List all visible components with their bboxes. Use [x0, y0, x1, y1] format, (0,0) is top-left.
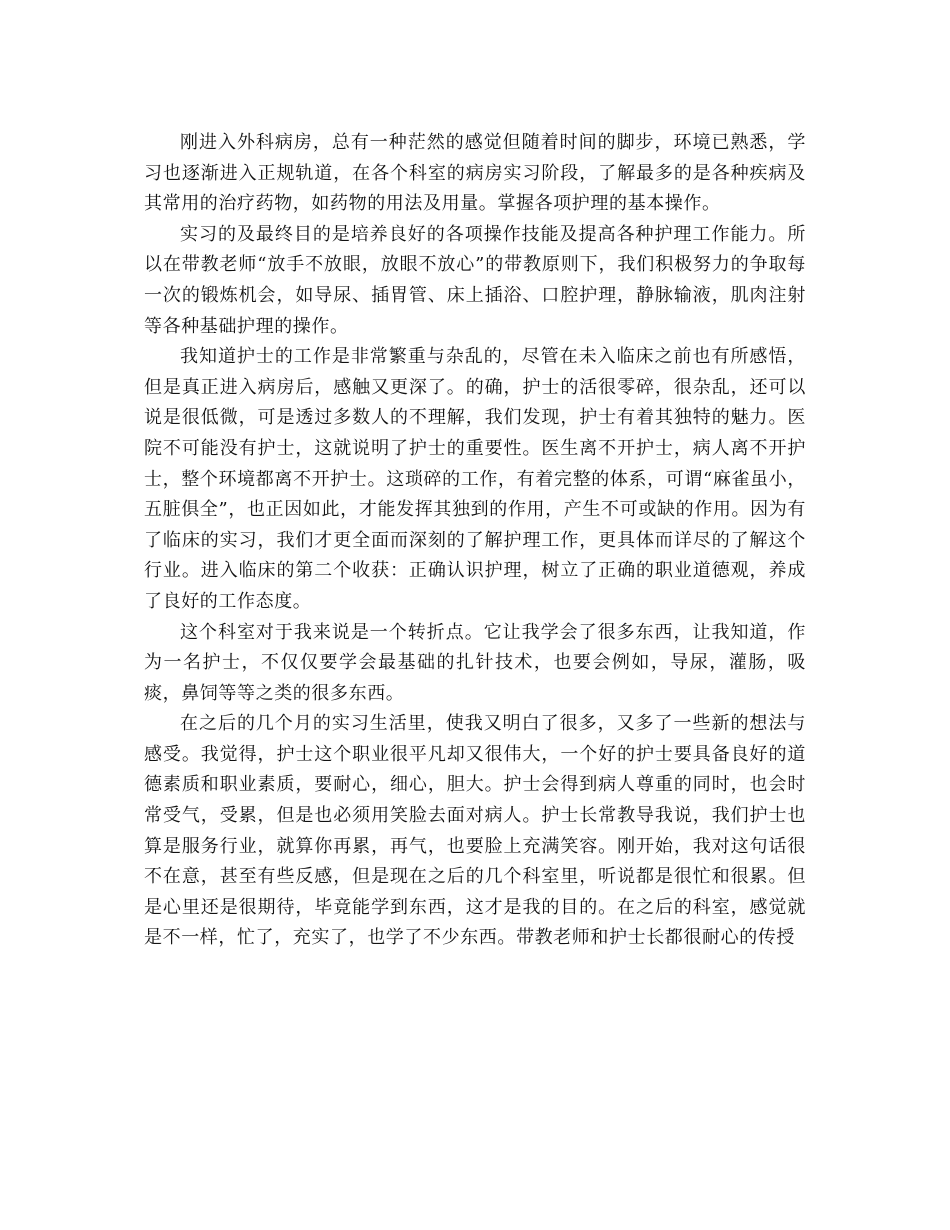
paragraph-4: 这个科室对于我来说是一个转折点。它让我学会了很多东西，让我知道，作为一名护士，不仅仅要学会最基础的扎针技术，也要会例如，导尿，灌肠，吸痰，鼻饲等等之类的很多东西。 — [144, 621, 806, 704]
paragraph-1: 刚进入外科病房，总有一种茫然的感觉但随着时间的脚步，环境已熟悉，学习也逐渐进入正规轨道，在各个科室的病房实习阶段，了解最多的是各种疾病及其常用的治疗药物，如药物的用法及用量。掌握各项护理的基本操作。 — [144, 132, 806, 215]
document-body — [144, 128, 806, 954]
paragraph-5: 在之后的几个月的实习生活里，使我又明白了很多，又多了一些新的想法与感受。我觉得，护士这个职业很平凡却又很伟大，一个好的护士要具备良好的道德素质和职业素质，要耐心，细心，胆大。护士会得到病人尊重的同时，也会时常受气，受累，但是也必须用笑脸去面对病人。护士长常教导我说，我们护士也算是服务行业，就算你再累，再气，也要脸上充满笑容。刚开始，我对这句话很不在意，甚至有些反感，但是现在之后的几个科室里，听说都是很忙和很累。但是心里还是很期待，毕竟能学到东西，这才是我的目的。在之后的科室，感觉就是不一样，忙了，充实了，也学了不少东西。带教老师和护士长都很耐心的传授 — [144, 713, 806, 949]
paragraph-3: 我知道护士的工作是非常繁重与杂乱的，尽管在未入临床之前也有所感悟，但是真正进入病房后，感触又更深了。的确，护士的活很零碎，很杂乱，还可以说是很低微，可是透过多数人的不理解，我们发现，护士有着其独特的魅力。医院不可能没有护士，这就说明了护士的重要性。医生离不开护士，病人离不开护士，整个环境都离不开护士。这琐碎的工作，有着完整的体系，可谓“麻雀虽小，五脏俱全”，也正因如此，才能发挥其独到的作用，产生不可或缺的作用。因为有了临床的实习，我们才更全面而深刻的了解护理工作，更具体而详尽的了解这个行业。进入临床的第二个收获：正确认识护理，树立了正确的职业道德观，养成了良好的工作态度。 — [144, 346, 806, 612]
paragraph-2: 实习的及最终目的是培养良好的各项操作技能及提高各种护理工作能力。所以在带教老师“放手不放眼，放眼不放心”的带教原则下，我们积极努力的争取每一次的锻炼机会，如导尿、插胃管、床上插浴、口腔护理，静脉输液，肌肉注射等各种基础护理的操作。 — [144, 223, 806, 337]
